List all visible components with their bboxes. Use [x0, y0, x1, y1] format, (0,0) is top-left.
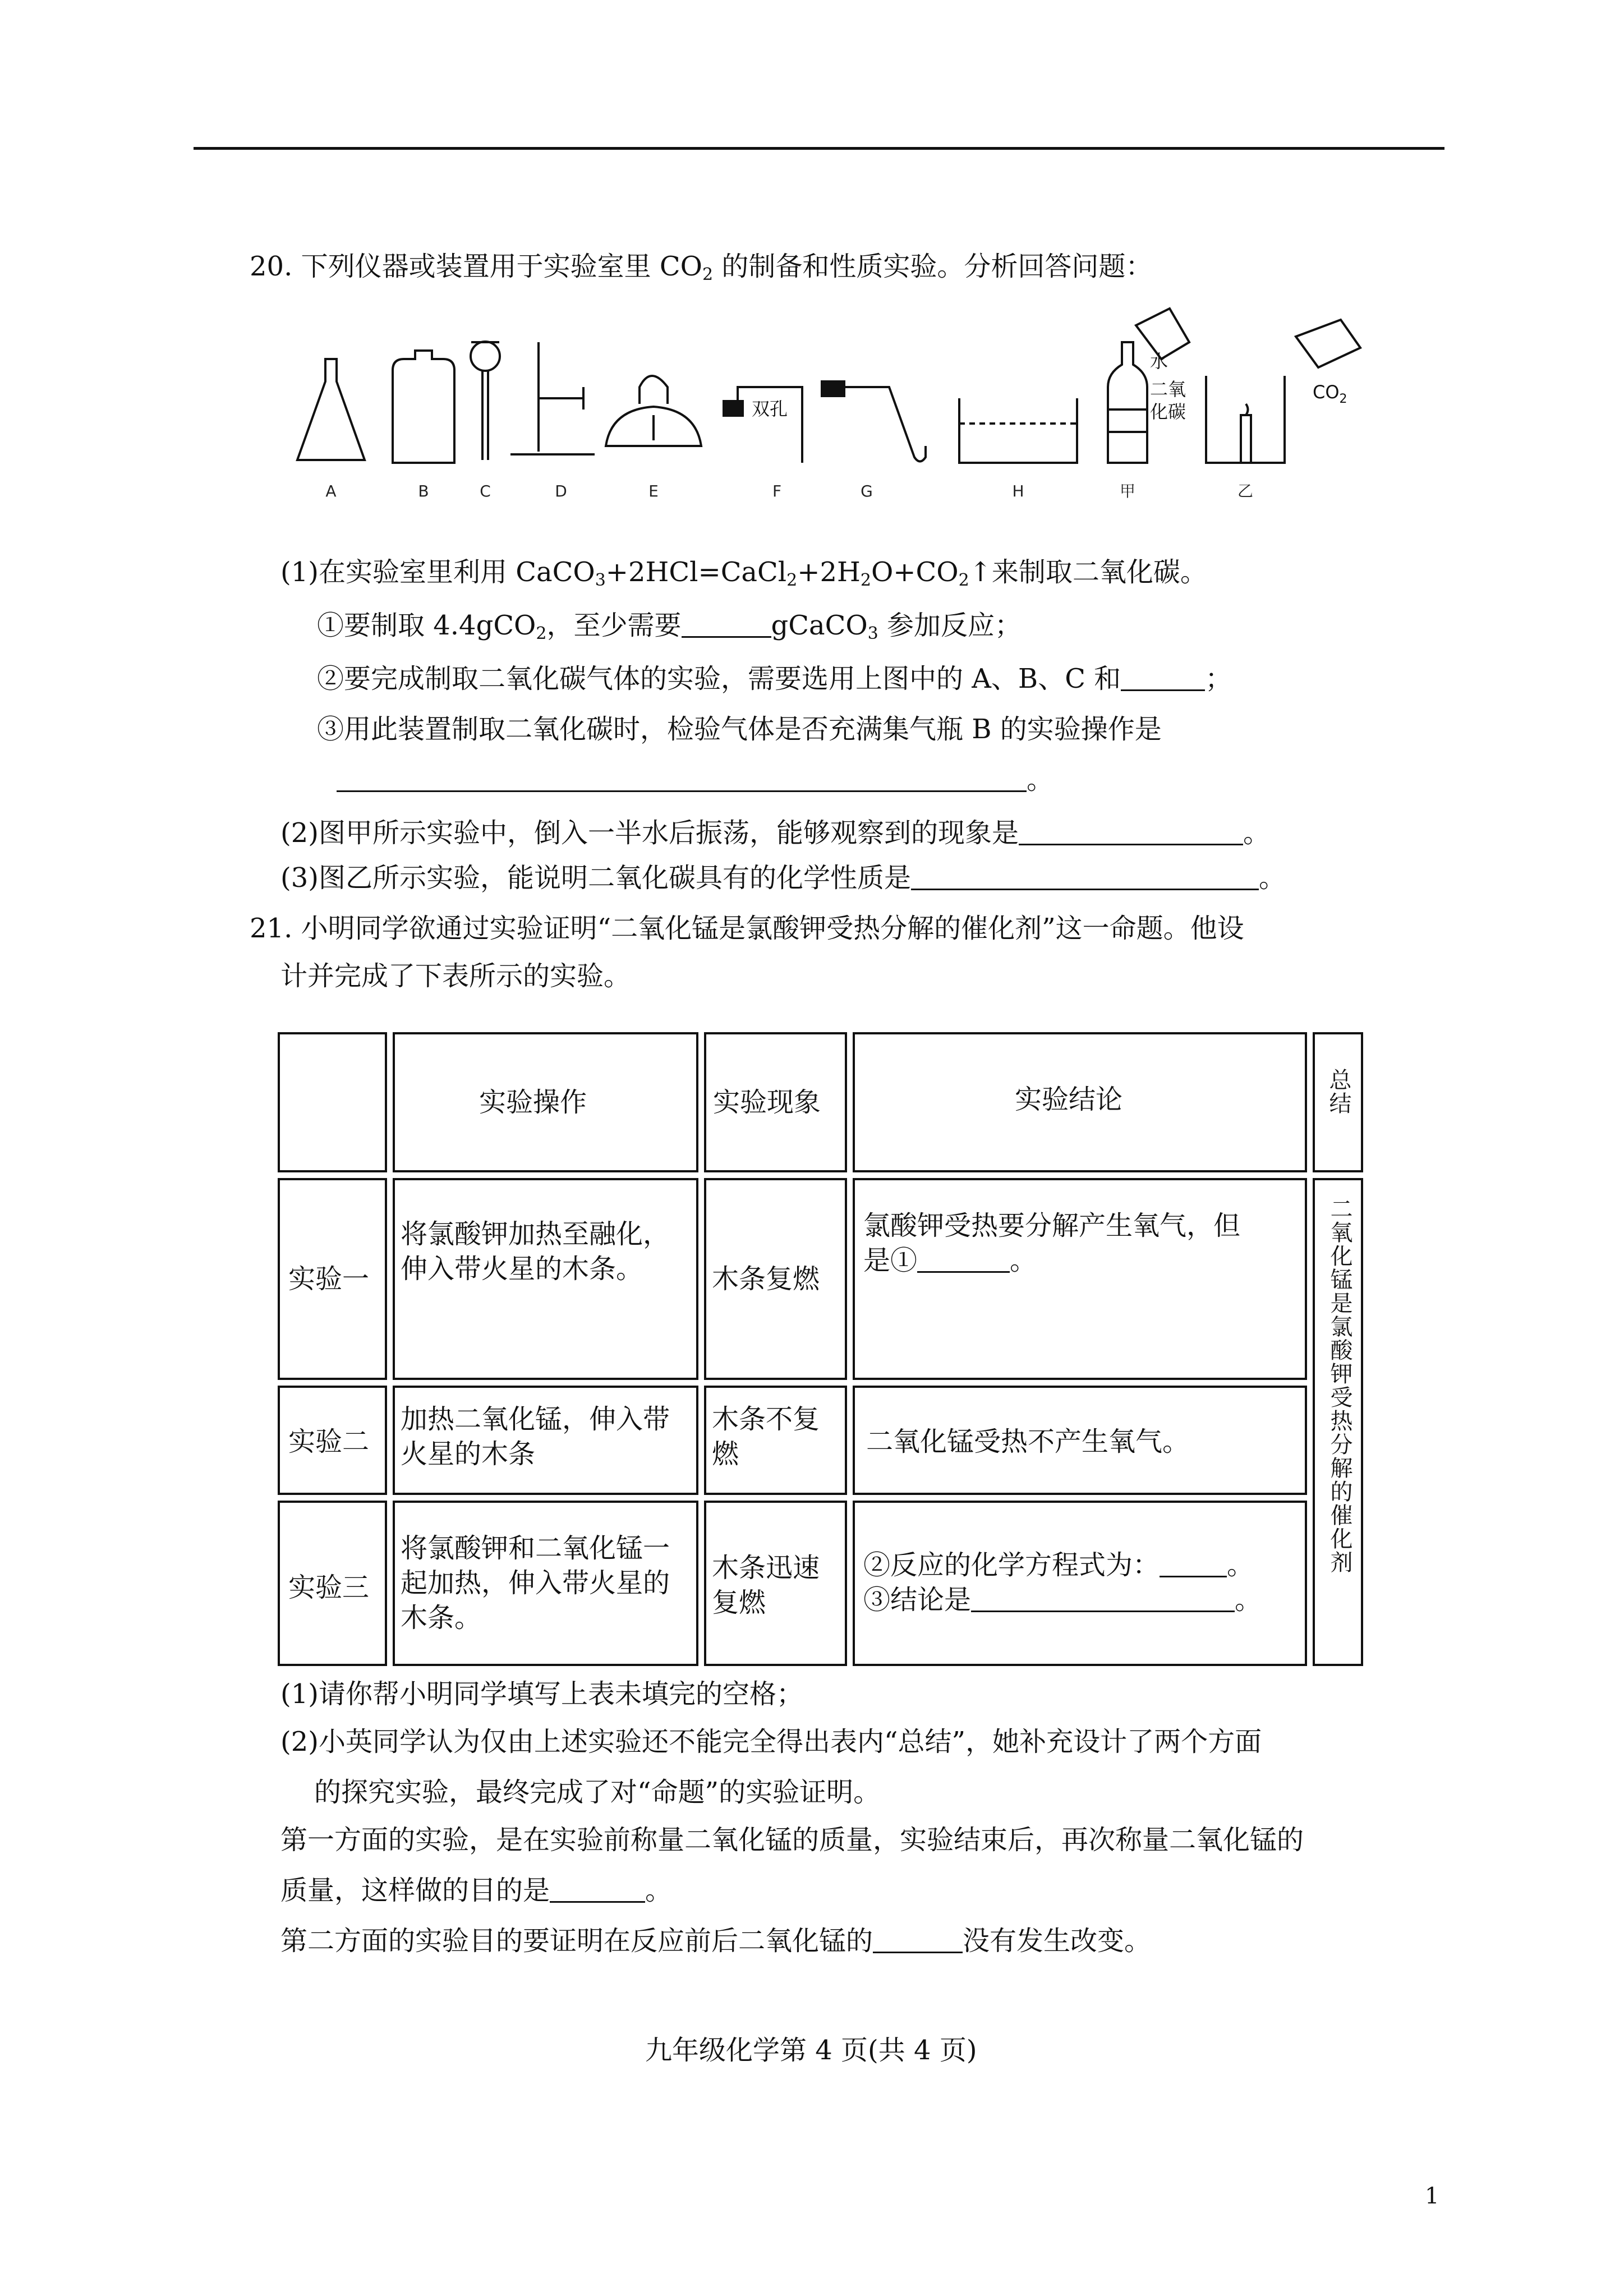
answer-blank-mass[interactable] — [682, 614, 771, 638]
stopper-F — [724, 401, 743, 416]
table-header-conclusion: 实验结论 — [853, 1032, 1307, 1172]
apparatus-label: G — [861, 482, 873, 500]
q21-1: (1)请你帮小明同学填写上表未填完的空格； — [280, 1678, 803, 1710]
iron-stand-D — [510, 342, 595, 454]
double-hole-label: 双孔 — [752, 398, 788, 420]
water-label: 水 — [1150, 351, 1168, 372]
row2-phenomenon: 木条不复燃 — [704, 1386, 847, 1495]
apparatus-diagram — [280, 303, 1391, 516]
row1-operation: 将氯酸钾加热至融化，伸入带火星的木条。 — [393, 1178, 698, 1380]
apparatus-label: A — [325, 482, 337, 500]
apparatus-label: H — [1012, 482, 1024, 500]
trough-H — [959, 398, 1077, 463]
header-rule — [194, 147, 1444, 150]
q20-part1-intro: (1)在实验室里利用 $CaCO_3+2HCl=CaCl_2+2H_2O+CO_2↑$来制取二氧化碳。 — [280, 556, 1207, 590]
co2-bottle-label-2: 化碳 — [1150, 401, 1186, 422]
funnel-C-bulb — [471, 342, 500, 371]
row2-operation: 加热二氧化锰，伸入带火星的木条 — [393, 1386, 698, 1495]
q21-3b: 质量，这样做的目的是 。 — [280, 1875, 673, 1906]
q21-4: 第二方面的实验目的要证明在反应前后二氧化锰的 没有发生改变。 — [280, 1925, 1152, 1957]
answer-blank-phenomenon[interactable] — [1019, 821, 1243, 845]
apparatus-label: 甲 — [1119, 482, 1136, 500]
answer-blank-exp3[interactable] — [971, 1588, 1235, 1612]
row1-phenomenon: 木条复燃 — [704, 1178, 847, 1380]
row3-conclusion: ②反应的化学方程式为： 。 ③结论是 。 — [853, 1501, 1307, 1666]
answer-blank-property[interactable] — [911, 866, 1259, 890]
table-header-operation: 实验操作 — [393, 1032, 698, 1172]
page-footer: 九年级化学第 4 页(共 4 页) — [645, 2035, 977, 2066]
q21-2a: (2)小英同学认为仅由上述实验还不能完全得出表内“总结”，她补充设计了两个方面 — [280, 1726, 1262, 1757]
answer-blank-equation[interactable] — [1160, 1553, 1227, 1577]
funnel-C-stem — [482, 371, 488, 460]
table-header-summary: 总结 — [1313, 1032, 1363, 1172]
apparatus-label: E — [648, 482, 659, 500]
q21-stem-2: 计并完成了下表所示的实验。 — [280, 960, 631, 992]
q20-stem: 20. 下列仪器或装置用于实验室里 $CO_2$ 的制备和性质实验。分析回答问题： — [250, 251, 1153, 284]
q20-1-c: ③用此装置制取二氧化碳时，检验气体是否充满集气瓶 B 的实验操作是 — [317, 714, 1162, 745]
bottle-jia — [1108, 342, 1147, 463]
apparatus-label: B — [418, 482, 429, 500]
co2-gas-label: $CO_2$ — [1313, 381, 1347, 406]
apparatus-labels — [325, 482, 1253, 500]
row1-name: 实验一 — [278, 1178, 387, 1380]
gas-jar-B — [393, 351, 454, 463]
q20-1-b: ②要完成制取二氧化碳气体的实验，需要选用上图中的 A、B、C 和 ； — [317, 663, 1232, 694]
row1-conclusion: 氯酸钾受热要分解产生氧气，但 是① 。 — [853, 1178, 1307, 1380]
row2-name: 实验二 — [278, 1386, 387, 1495]
candle — [1241, 415, 1251, 463]
table-header-blank — [278, 1032, 387, 1172]
page-number: 1 — [1425, 2183, 1439, 2209]
q20-2: (2)图甲所示实验中，倒入一半水后振荡，能够观察到的现象是 。 — [280, 817, 1271, 849]
row3-phenomenon: 木条迅速复燃 — [704, 1501, 847, 1666]
row3-operation: 将氯酸钾和二氧化锰一起加热，伸入带火星的木条。 — [393, 1501, 698, 1666]
q20-1-c-answer: 。 — [337, 763, 1053, 797]
answer-blank-apparatus[interactable] — [1121, 667, 1205, 691]
apparatus-svg — [280, 303, 1391, 516]
apparatus-label: C — [480, 482, 491, 500]
q20-1-a: ①要制取 4.4gCO$_2$，至少需要 gCaCO$_3$ 参加反应； — [317, 610, 1022, 643]
q21-3a: 第一方面的实验，是在实验前称量二氧化锰的质量，实验结束后，再次称量二氧化锰的 — [280, 1824, 1304, 1856]
answer-blank-exp1[interactable] — [917, 1249, 1010, 1273]
co2-bottle-label-1: 二氧 — [1150, 379, 1186, 400]
conical-flask-A — [297, 359, 365, 460]
apparatus-label: 乙 — [1237, 482, 1254, 500]
stopper-G — [822, 381, 844, 396]
co2-cylinder — [1296, 320, 1360, 367]
q21-stem-1: 21. 小明同学欲通过实验证明“二氧化锰是氯酸钾受热分解的催化剂”这一命题。他设 — [250, 913, 1244, 944]
row3-name: 实验三 — [278, 1501, 387, 1666]
row2-conclusion: 二氧化锰受热不产生氧气。 — [853, 1386, 1307, 1495]
answer-blank-purpose[interactable] — [550, 1879, 645, 1903]
q20-3: (3)图乙所示实验，能说明二氧化碳具有的化学性质是 。 — [280, 862, 1286, 894]
apparatus-label: D — [555, 482, 567, 500]
table-header-phenomenon: 实验现象 — [704, 1032, 847, 1172]
summary-cell: 二氧化锰是氯酸钾受热分解的催化剂 — [1313, 1178, 1363, 1666]
experiment-table — [278, 1032, 1363, 1666]
beaker-yi — [1206, 376, 1285, 463]
tube-G — [844, 387, 926, 462]
answer-blank-check-full[interactable] — [337, 768, 1027, 792]
q21-2b: 的探究实验，最终完成了对“命题”的实验证明。 — [314, 1777, 881, 1808]
apparatus-label: F — [772, 482, 782, 500]
answer-blank-property-unchanged[interactable] — [873, 1929, 963, 1953]
